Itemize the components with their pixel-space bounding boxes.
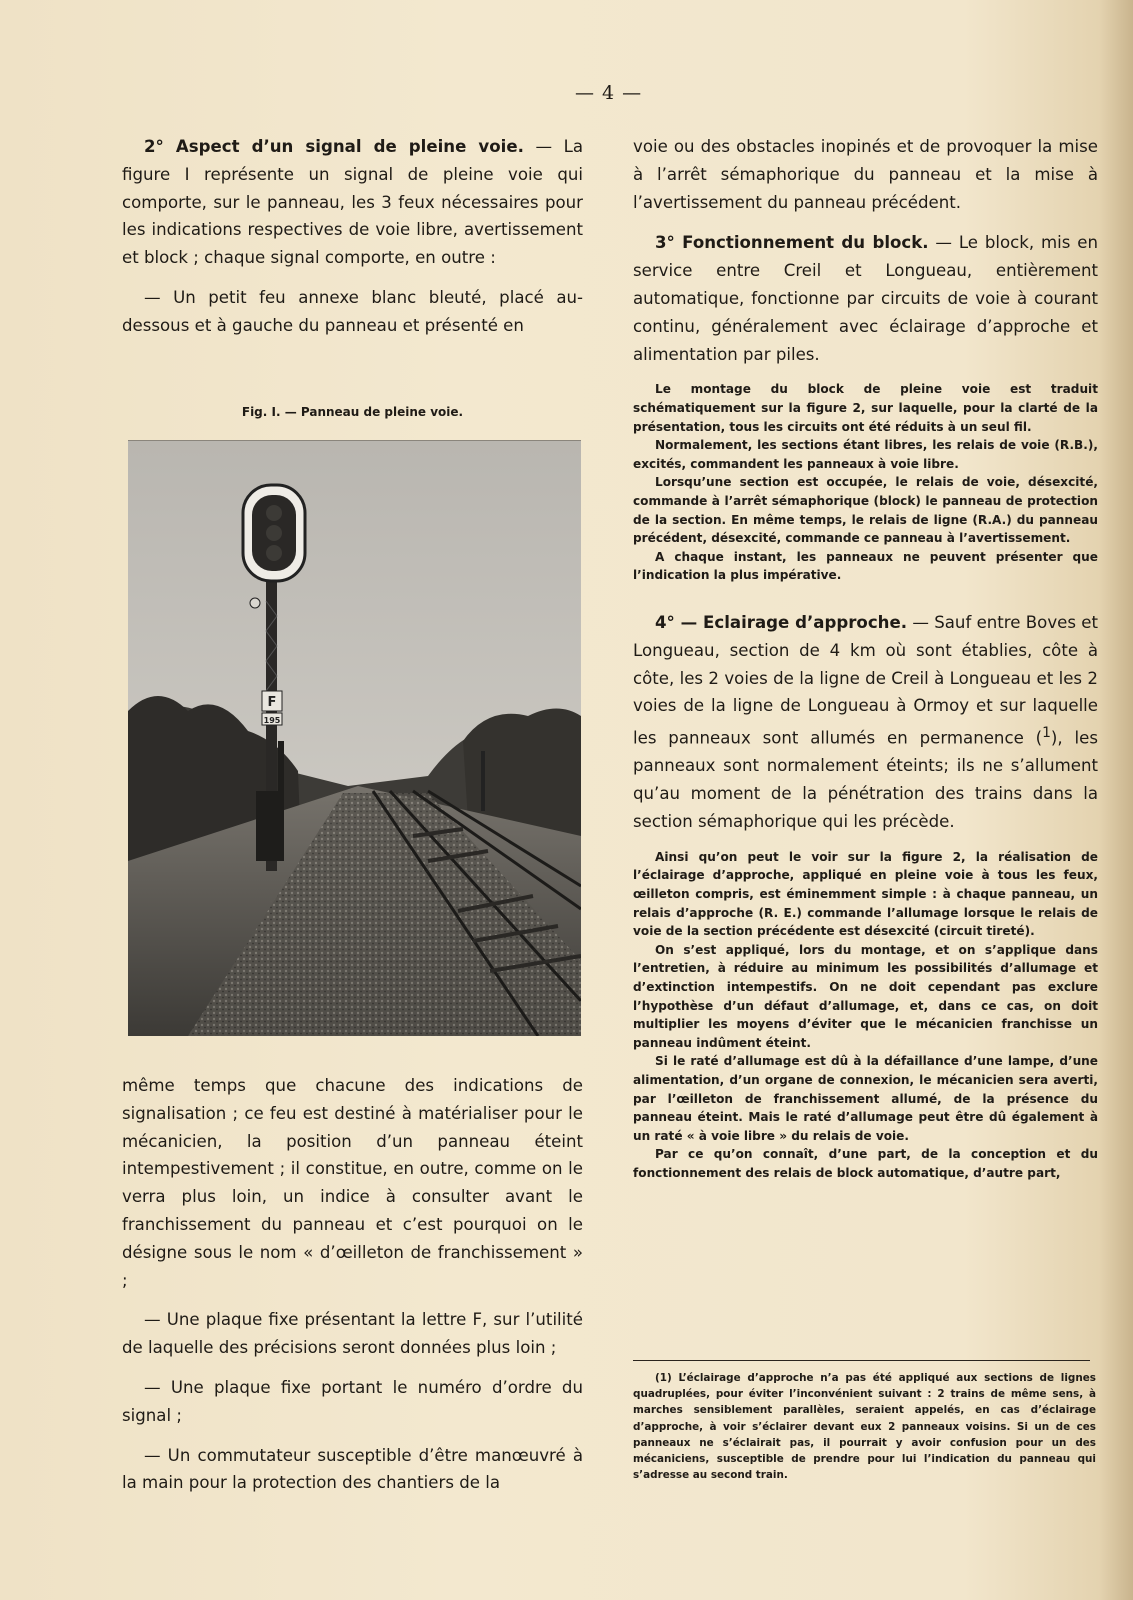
paragraph-feu-annexe: — Un petit feu annexe blanc bleuté, placé au-dessous et à gauche du panneau et présenté en [122,287,583,335]
paragraph-text: — Le block, mis en service entre Creil et Longueau, entièrement automatique, fonctionne par circuits de voie à courant continu, généralement avec éclairage d’approche et alimentation par piles. [633,233,1098,364]
paragraph-eclairage [633,609,1098,836]
paragraph-text: — La figure I représente un signal de pleine voie qui comporte, sur le panneau, les 3 feux nécessaires pour les indications respectives de voie libre, avertissement et block ; chaque signal comporte, en outre : [122,137,583,268]
footnote-reference: 1 [1042,725,1051,742]
paragraph-montage: Le montage du block de pleine voie est traduit schématiquement sur la figure 2, sur laquelle, pour la clarté de la présentation, tous les circuits ont été réduits à un seul fil. [633,382,1098,434]
section-heading-aspect: 2° Aspect d’un signal de pleine voie. [144,137,524,156]
paragraph-plaque-f: — Une plaque fixe présentant la lettre F, sur l’utilité de laquelle des précisions seront données plus loin ; [122,1310,583,1358]
paragraph-obstacles: voie ou des obstacles inopinés et de provoquer la mise à l’arrêt sémaphorique du panneau et la mise à l’avertissement du panneau précédent. [633,137,1098,212]
section-heading-eclairage: 4° — Eclairage d’approche. [655,612,908,632]
paragraph-commutateur: — Un commutateur susceptible d’être manœuvré à la main pour la protection des chantiers de la [122,1445,583,1493]
paragraph-block [633,229,1098,368]
paragraph-rate-allumage: Si le raté d’allumage est dû à la défaillance d’une lampe, d’une alimentation, d’un organe de connexion, le mécanicien sera averti, par l’œilleton de franchissement allumé, de la présence du panneau éteint. Mais le raté d’allumage peut être dû également à un raté « à voie libre » du relais de voie. [633,1054,1098,1143]
left-column-bottom [122,1072,583,1497]
paragraph-conception: Par ce qu’on connaît, d’une part, de la conception et du fonctionnement des relais de block automatique, d’autre part, [633,1147,1098,1180]
footnote-divider [633,1360,1090,1361]
page-number: — 4 — [575,82,643,104]
paragraph-section-occupee: Lorsqu’une section est occupée, le relais de voie, désexcité, commande à l’arrêt sémaphorique (block) le panneau de protection de la section. En même temps, le relais de ligne (R.A.) du panneau précédent, désexcité, commande ce panneau à l’avertissement. [633,475,1098,546]
plaque-letter-text: F [267,695,277,710]
paragraph-normalement: Normalement, les sections étant libres, les relais de voie (R.B.), excités, commandent les panneaux à voie libre. [633,438,1098,471]
paragraph-plaque-numero: — Une plaque fixe portant le numéro d’ordre du signal ; [122,1377,583,1425]
left-column-top [122,133,583,340]
paragraph-text: — Sauf entre Boves et Longueau, section de 4 km où sont établies, côte à côte, les 2 voies de la ligne de Creil à Longueau et les 2 voies de la ligne de Longueau à Ormoy et sur laquelle les panneaux sont allumés en permanence ( [633,612,1099,748]
paragraph-aspect-signal [122,133,583,272]
paragraph-oeilleton: même temps que chacune des indications de signalisation ; ce feu est destiné à matérialiser pour le mécanicien, la position d’un panneau éteint intempestivement ; il constitue, en outre, comme on le verra plus loin, un indice à consulter avant le franchissement du panneau et c’est pourquoi on le désigne sous le nom « d’œilleton de franchissement » ; [122,1076,583,1290]
footnote: (1) L’éclairage d’approche n’a pas été appliqué aux sections de lignes quadruplées, pour éviter l’inconvénient suivant : 2 trains de même sens, à marches sensiblement parallèles, seraient appelés, en cas d’éclairage d’approche, à voir s’éclairer devant eux 2 panneaux voisins. Si un de ces panneaux ne s’éclairait pas, il pourrait y avoir confusion pour un des mécaniciens, susceptible de prendre pour lui l’indication du panneau qui s’adresse au second train. [633,1372,1096,1482]
right-column [633,133,1098,1183]
paragraph-realisation: Ainsi qu’on peut le voir sur la figure 2, la réalisation de l’éclairage d’approche, appliqué en pleine voie à tous les feux, œilleton compris, est éminemment simple : à chaque panneau, un relais d’approche (R. E.) commande l’allumage lorsque le relais de voie de la section précédente est désexcité (circuit tireté). [633,849,1098,939]
paragraph-chaque-instant: A chaque instant, les panneaux ne peuvent présenter que l’indication la plus impérative. [633,549,1098,583]
signal-photograph [128,440,581,1036]
paragraph-text: ), les panneaux sont normalement éteints; ils ne s’allument qu’au moment de la pénétration des trains dans la section sémaphorique qui les précède. [633,728,1098,832]
signal-photo-drawing [128,441,581,1036]
figure-caption: Fig. I. — Panneau de pleine voie. [241,405,464,419]
section-heading-block: 3° Fonctionnement du block. [655,233,929,253]
plaque-number-text: 195 [263,716,281,725]
paragraph-montage-entretien: On s’est appliqué, lors du montage, et on s’applique dans l’entretien, à réduire au minimum les possibilités d’allumage et d’extinction intempestifs. On ne doit cependant pas exclure l’hypothèse d’un défaut d’allumage, et, dans ce cas, on doit multiplier les moyens d’éviter que le mécanicien franchisse un panneau indûment éteint. [633,942,1098,1050]
